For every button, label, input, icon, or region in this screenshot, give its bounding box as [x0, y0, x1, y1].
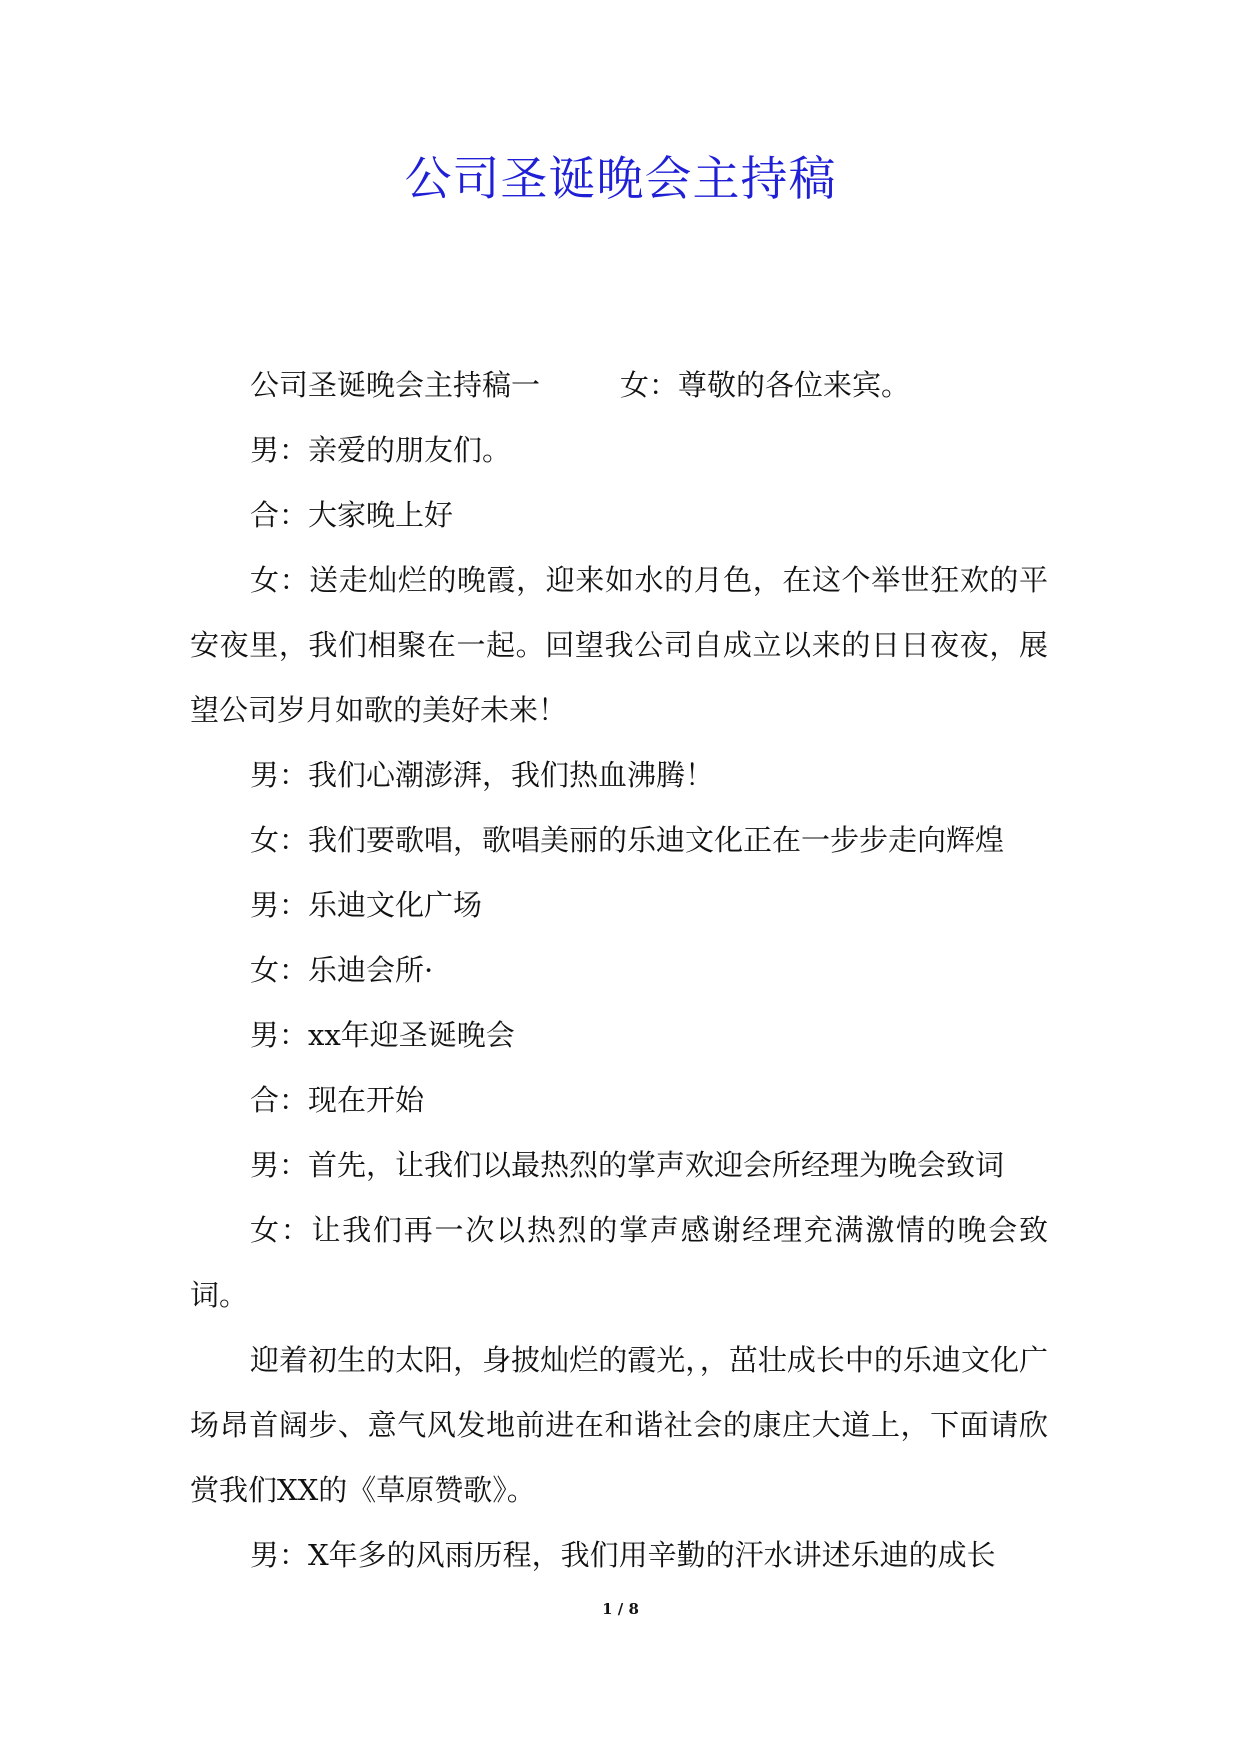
paragraph: 男：xx年迎圣诞晚会	[250, 1018, 515, 1052]
document-body	[190, 353, 1048, 1588]
opening-speech: 女：尊敬的各位来宾。	[620, 368, 911, 402]
page-number: 1 / 8	[602, 1600, 639, 1618]
paragraph: 女：让我们再一次以热烈的掌声感谢经理充满激情的晚会致词。	[190, 1213, 1048, 1312]
paragraph: 女：送走灿烂的晚霞，迎来如水的月色，在这个举世狂欢的平安夜里，我们相聚在一起。回望我公司自成立以来的日日夜夜，展望公司岁月如歌的美好未来！	[190, 563, 1048, 727]
opening-heading: 公司圣诞晚会主持稿一	[250, 368, 541, 402]
paragraph: 女：乐迪会所·	[250, 953, 434, 987]
paragraph: 女：我们要歌唱，歌唱美丽的乐迪文化正在一步步走向辉煌	[250, 823, 1005, 857]
document-title: 公司圣诞晚会主持稿	[404, 152, 837, 207]
paragraph: 男：首先，让我们以最热烈的掌声欢迎会所经理为晚会致词	[250, 1148, 1005, 1182]
paragraph: 合：大家晚上好	[250, 498, 454, 532]
paragraph: 男：乐迪文化广场	[250, 888, 483, 922]
paragraph: 男：X年多的风雨历程，我们用辛勤的汗水讲述乐迪的成长	[250, 1538, 996, 1572]
paragraph: 迎着初生的太阳，身披灿烂的霞光，，茁壮成长中的乐迪文化广场昂首阔步、意气风发地前进在和谐社会的康庄大道上，下面请欣赏我们XX的《草原赞歌》。	[190, 1343, 1048, 1507]
paragraph: 男：亲爱的朋友们。	[250, 433, 512, 467]
paragraph: 男：我们心潮澎湃，我们热血沸腾！	[250, 758, 715, 792]
paragraph: 合：现在开始	[250, 1083, 425, 1117]
paragraph-opening	[190, 353, 1048, 418]
